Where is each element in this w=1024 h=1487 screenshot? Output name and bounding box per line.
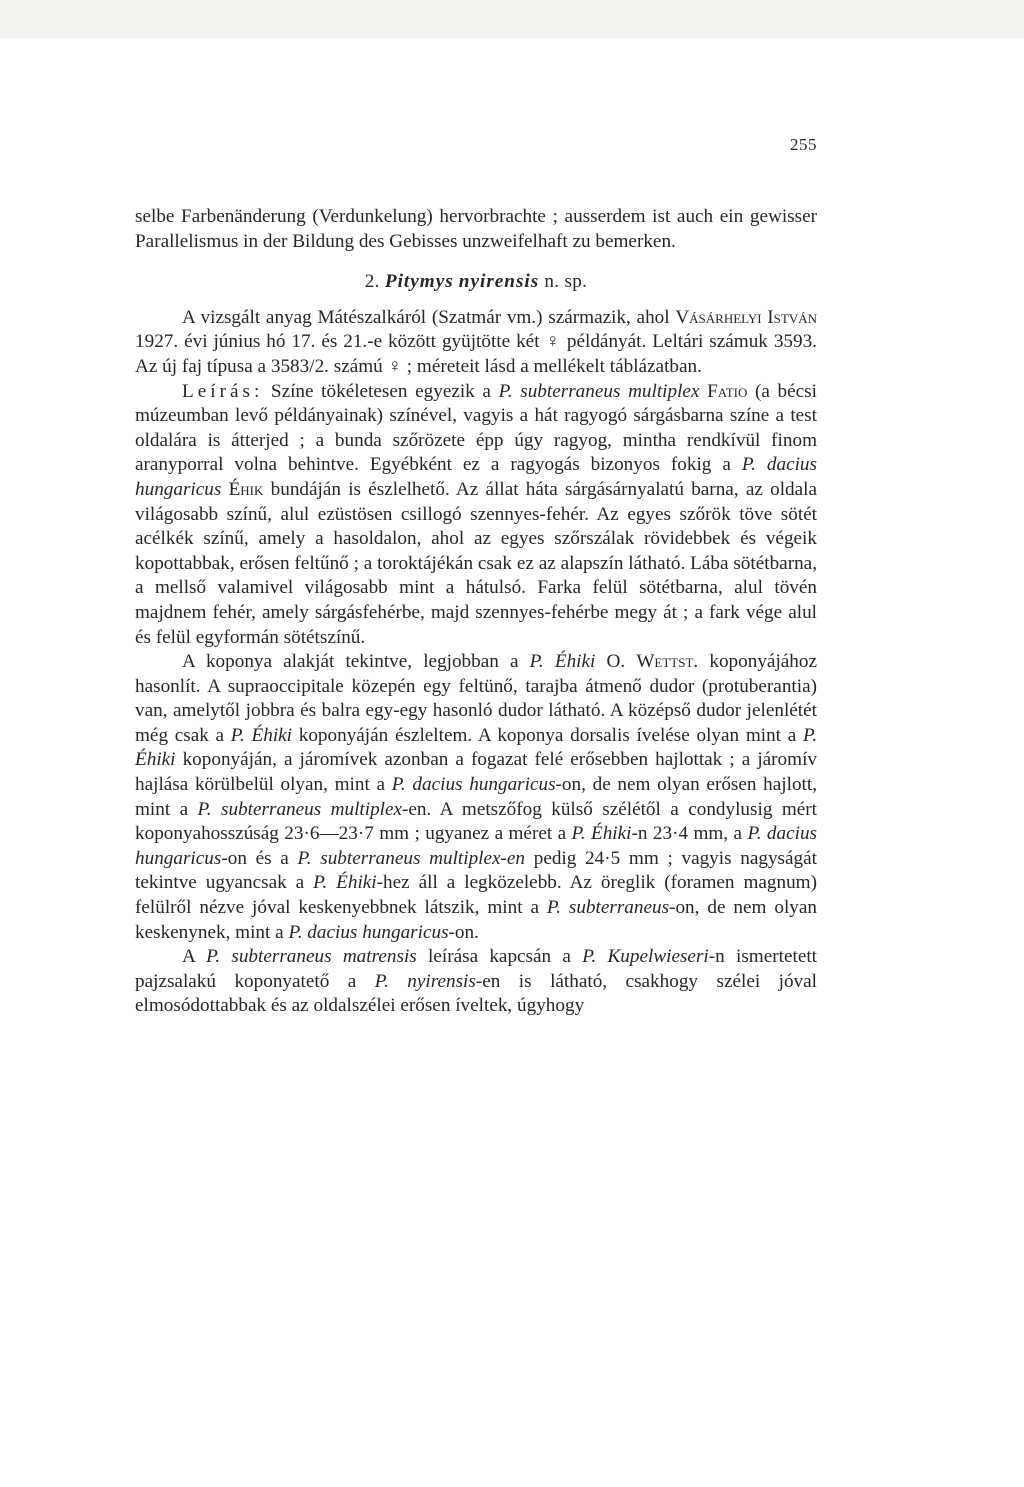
collector-name: Vásárhelyi István xyxy=(675,306,817,328)
paragraph-intro: selbe Farbenänderung (Verdunkelung) hervorbrachte ; ausserdem ist auch ein gewisser Parallelismus in der Bildung des Gebisses unzweifelhaft zu bemerken. xyxy=(135,206,817,252)
text-run: pedig 24·5 mm ; vagyis nagyságát tekintve ugyancsak a xyxy=(135,847,817,894)
paragraph-description xyxy=(135,380,817,651)
paragraph-skull xyxy=(135,650,817,945)
text-run: -n 23·4 mm, a xyxy=(631,823,748,845)
species-name: P. Éhiki xyxy=(571,823,632,845)
text-run: -on és a xyxy=(221,847,298,869)
text-run: 1927. évi június hó 17. és 21.-e között gyüjtötte két ♀ példányát. Leltári számuk 3593. Az új faj típusa a 3583/2. számú ♀ ; méreteit lásd a mellékelt táblázatban. xyxy=(135,331,817,377)
species-name: P. subterraneus xyxy=(546,897,670,919)
body-text xyxy=(135,205,817,1019)
species-name: P. dacius hungaricus xyxy=(135,823,818,869)
text-run: -hez áll a legközelebb. Az öreglik (foramen magnum) felülről nézve jóval keskenyebbnek látszik, mint a xyxy=(135,872,817,919)
author-name: Wettst. xyxy=(636,651,699,673)
species-name: P. Éhiki xyxy=(135,724,817,771)
text-run: -en is látható, csakhogy szélei jóval elmosódottabbak és az oldalszélei erősen íveltek, úgyhogy xyxy=(135,970,817,1017)
text-run: -n ismertetett pajzsalakú koponyatető a xyxy=(135,946,817,992)
heading-suffix: n. sp. xyxy=(544,271,588,293)
species-name: P. nyirensis xyxy=(374,970,476,992)
text-run: bundáján is észlelhető. Az állat háta sárgásárnyalatú barna, az oldala világosabb színű, alul ezüstösen csillogó szennyes-fehér. Az egyes szőrök töve sötét acélkék színű, amely a hasoldalon, ahol az egyes szőrszálak rövidebbek és végeik kopottabbak, erősen feltűnő ; a toroktájékán csak ez az alapszín látható. Lába sötétbarna, a mellső valamivel világosabb mint a hátulsó. Farka felül sötétbarna, alul tövén majdnem fehér, amely sárgásfehérbe, majd szennyes-fehérbe megy át ; a fark vége alul és felül egyformán sötétszínű. xyxy=(135,478,817,648)
text-run xyxy=(699,381,707,402)
text-run xyxy=(221,479,228,500)
species-name: P. subterraneus multiplex xyxy=(498,380,700,402)
species-heading xyxy=(135,270,817,295)
species-name: P. dacius hungaricus xyxy=(288,921,449,943)
description-label: Leírás: xyxy=(182,380,264,402)
text-run: O. xyxy=(595,651,637,673)
text-run: -on, de nem olyan keskenynek, mint a xyxy=(135,897,817,943)
text-run: -on, de nem olyan erősen hajlott, mint a xyxy=(135,774,818,820)
species-name: P. Éhiki xyxy=(230,724,293,746)
text-run: (a bécsi múzeumban levő példányainak) színével, vagyis a hát ragyogó sárgásbarna színe a test oldalára is átterjed ; a bunda szőrözete épp úgy ragyog, mintha rendkívül finom aranyporral volna behintve. Egyébként ez a ragyogás bizonyos fokig a xyxy=(135,380,817,476)
text-run: -en. A metszőfog külső szélétől a condylusig mért koponyahosszúság 23·6—23·7 mm ; ugyanez a méret a xyxy=(135,798,817,845)
text-run: A vizsgált anyag Mátészalkáról (Szatmár vm.) származik, ahol xyxy=(182,306,676,328)
author-name: Fatio xyxy=(707,380,748,402)
species-name: P. subterraneus multiplex xyxy=(197,798,403,820)
heading-number: 2. xyxy=(364,271,380,293)
text-run: koponyájához hasonlít. A supraoccipitale közepén egy feltünő, tarajba átmenő dudor (protuberantia) van, amelytől jobbra és balra egy-egy hasonló dudor látható. A középső dudor jelenlétét még csak a xyxy=(135,651,817,746)
page-number: 255 xyxy=(790,135,817,154)
species-name: P. subterraneus multiplex-en xyxy=(297,847,526,869)
paragraph-material xyxy=(135,306,817,380)
text-run: Színe tökéletesen egyezik a xyxy=(263,380,499,402)
species-name: P. dacius hungaricus xyxy=(391,774,556,796)
text-run: koponyáján, a járomívek azonban a fogazat felé erősebben hajlottak ; a járomív hajlása körülbelül olyan, mint a xyxy=(135,749,817,796)
species-name: P. dacius hungaricus xyxy=(135,454,817,500)
species-name: P. Kupelwieseri xyxy=(582,946,709,968)
author-name: Éhik xyxy=(228,478,264,500)
species-name: P. subterraneus matrensis xyxy=(206,946,417,968)
heading-species: nyirensis xyxy=(458,271,540,293)
text-run: leírása kapcsán a xyxy=(416,946,583,968)
heading-genus: Pitymys xyxy=(384,271,454,293)
text-run: A xyxy=(182,946,207,968)
species-name: P. Éhiki xyxy=(313,872,377,894)
text-run: -on. xyxy=(448,921,479,943)
text-run: A koponya alakját tekintve, legjobban a xyxy=(182,651,530,673)
text-run: koponyáján észleltem. A koponya dorsalis ívelése olyan mint a xyxy=(292,724,803,746)
species-name: P. Éhiki xyxy=(529,651,596,673)
paragraph-final xyxy=(135,945,817,1019)
